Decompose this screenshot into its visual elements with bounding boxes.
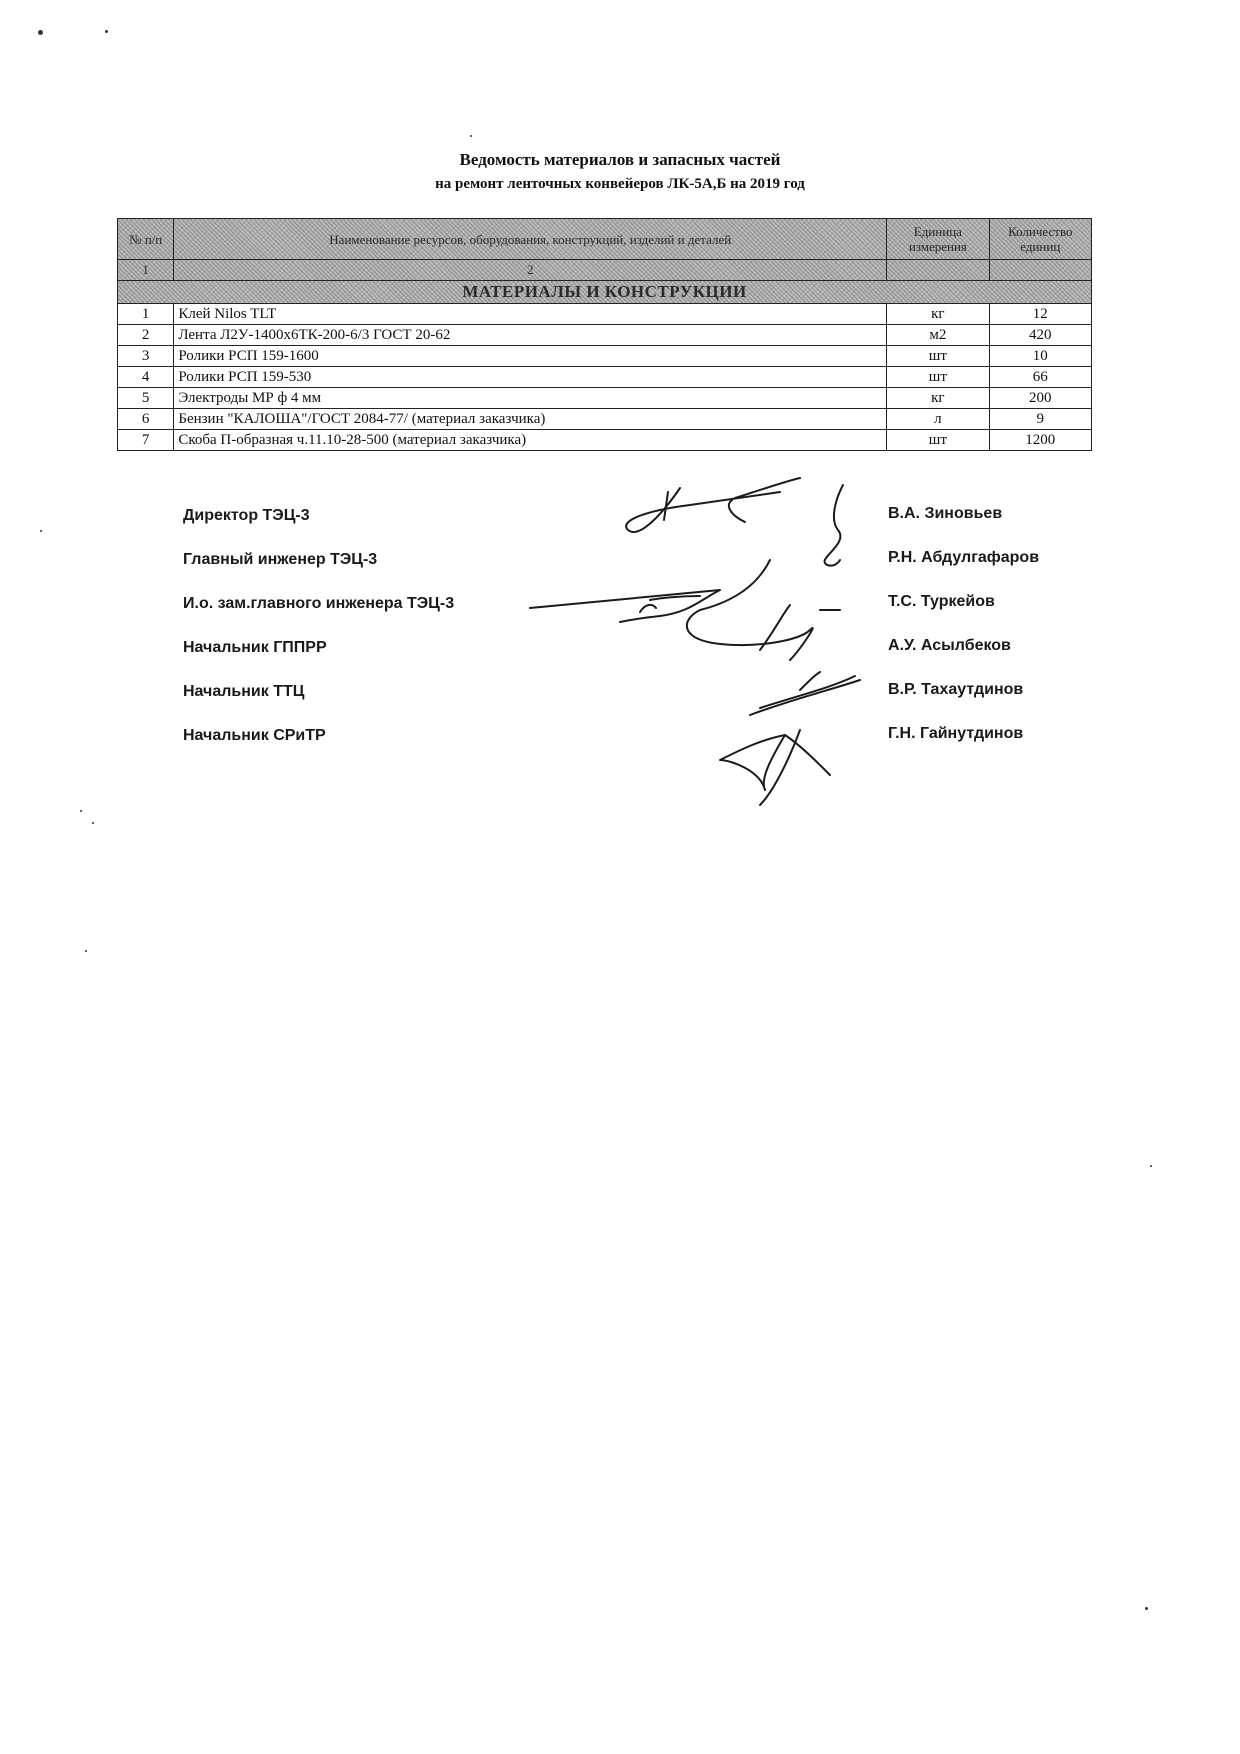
- header-unit: Единица измерения: [887, 219, 989, 260]
- row-num: 6: [118, 409, 174, 430]
- row-qty: 10: [989, 346, 1091, 367]
- table-row: [118, 388, 1092, 409]
- row-name: Ролики РСП 159-1600: [174, 346, 887, 367]
- signer-role: Начальник ТТЦ: [183, 683, 305, 700]
- signer-name: Г.Н. Гайнутдинов: [888, 725, 1024, 742]
- column-number: [887, 260, 989, 281]
- signature-chief-engineer: [825, 485, 843, 566]
- row-name: Ролики РСП 159-530: [174, 367, 887, 388]
- row-unit: шт: [887, 367, 989, 388]
- row-qty: 420: [989, 325, 1091, 346]
- table-row: [118, 367, 1092, 388]
- row-num: 5: [118, 388, 174, 409]
- table-row: [118, 346, 1092, 367]
- row-unit: м2: [887, 325, 989, 346]
- column-number: [989, 260, 1091, 281]
- document-subtitle: на ремонт ленточных конвейеров ЛК-5А,Б на 2019 год: [435, 176, 805, 192]
- row-num: 4: [118, 367, 174, 388]
- table-header-row: [118, 219, 1092, 260]
- section-row: [118, 281, 1092, 304]
- row-qty: 200: [989, 388, 1091, 409]
- signature-director: [626, 478, 800, 532]
- row-num: 7: [118, 430, 174, 451]
- row-unit: шт: [887, 430, 989, 451]
- header-qty: Количество единиц: [989, 219, 1091, 260]
- row-unit: л: [887, 409, 989, 430]
- signature-deputy-chief: [530, 590, 720, 622]
- signer-role: Главный инженер ТЭЦ-3: [183, 551, 378, 568]
- signature-gpprr: [687, 560, 840, 660]
- scan-speck: [80, 810, 82, 812]
- signer-name: В.Р. Тахаутдинов: [888, 681, 1024, 698]
- row-unit: кг: [887, 304, 989, 325]
- row-qty: 12: [989, 304, 1091, 325]
- row-name: Клей Nilos TLT: [174, 304, 887, 325]
- signer-role: Директор ТЭЦ-3: [183, 507, 310, 524]
- signer-role: Начальник СРиТР: [183, 727, 326, 744]
- signer-name: Р.Н. Абдулгафаров: [888, 549, 1040, 566]
- table-row: [118, 304, 1092, 325]
- scan-speck: [1150, 1165, 1152, 1167]
- row-num: 2: [118, 325, 174, 346]
- signer-role: И.о. зам.главного инженера ТЭЦ-3: [183, 595, 455, 612]
- header-name: Наименование ресурсов, оборудования, конструкций, изделий и деталей: [174, 219, 887, 260]
- scan-speck: [85, 950, 87, 952]
- signer-name: Т.С. Туркейов: [888, 593, 995, 610]
- document-title: Ведомость материалов и запасных частей: [459, 150, 781, 169]
- row-num: 3: [118, 346, 174, 367]
- signer-name: А.У. Асылбеков: [888, 637, 1011, 654]
- row-name: Скоба П-образная ч.11.10-28-500 (материал заказчика): [174, 430, 887, 451]
- row-name: Электроды МР ф 4 мм: [174, 388, 887, 409]
- signer-name: В.А. Зиновьев: [888, 505, 1003, 522]
- row-name: Бензин "КАЛОША"/ГОСТ 2084-77/ (материал заказчика): [174, 409, 887, 430]
- row-qty: 66: [989, 367, 1091, 388]
- section-title: МАТЕРИАЛЫ И КОНСТРУКЦИИ: [118, 281, 1092, 304]
- scan-speck: [105, 30, 108, 33]
- column-number: 2: [174, 260, 887, 281]
- row-unit: шт: [887, 346, 989, 367]
- row-qty: 1200: [989, 430, 1091, 451]
- row-qty: 9: [989, 409, 1091, 430]
- column-number-row: [118, 260, 1092, 281]
- scan-speck: [40, 530, 42, 532]
- materials-table: [117, 218, 1092, 451]
- scan-speck: [470, 135, 472, 137]
- scan-speck: [38, 30, 43, 35]
- table-row: [118, 430, 1092, 451]
- signer-role: Начальник ГППРР: [183, 639, 327, 656]
- column-number: 1: [118, 260, 174, 281]
- scan-speck: [1145, 1607, 1148, 1610]
- header-num: № п/п: [118, 219, 174, 260]
- scan-speck: [92, 822, 94, 824]
- table-row: [118, 325, 1092, 346]
- row-num: 1: [118, 304, 174, 325]
- table-row: [118, 409, 1092, 430]
- signature-ttc: [750, 672, 860, 715]
- signature-sritr: [720, 730, 830, 805]
- row-name: Лента Л2У-1400х6ТК-200-6/3 ГОСТ 20-62: [174, 325, 887, 346]
- row-unit: кг: [887, 388, 989, 409]
